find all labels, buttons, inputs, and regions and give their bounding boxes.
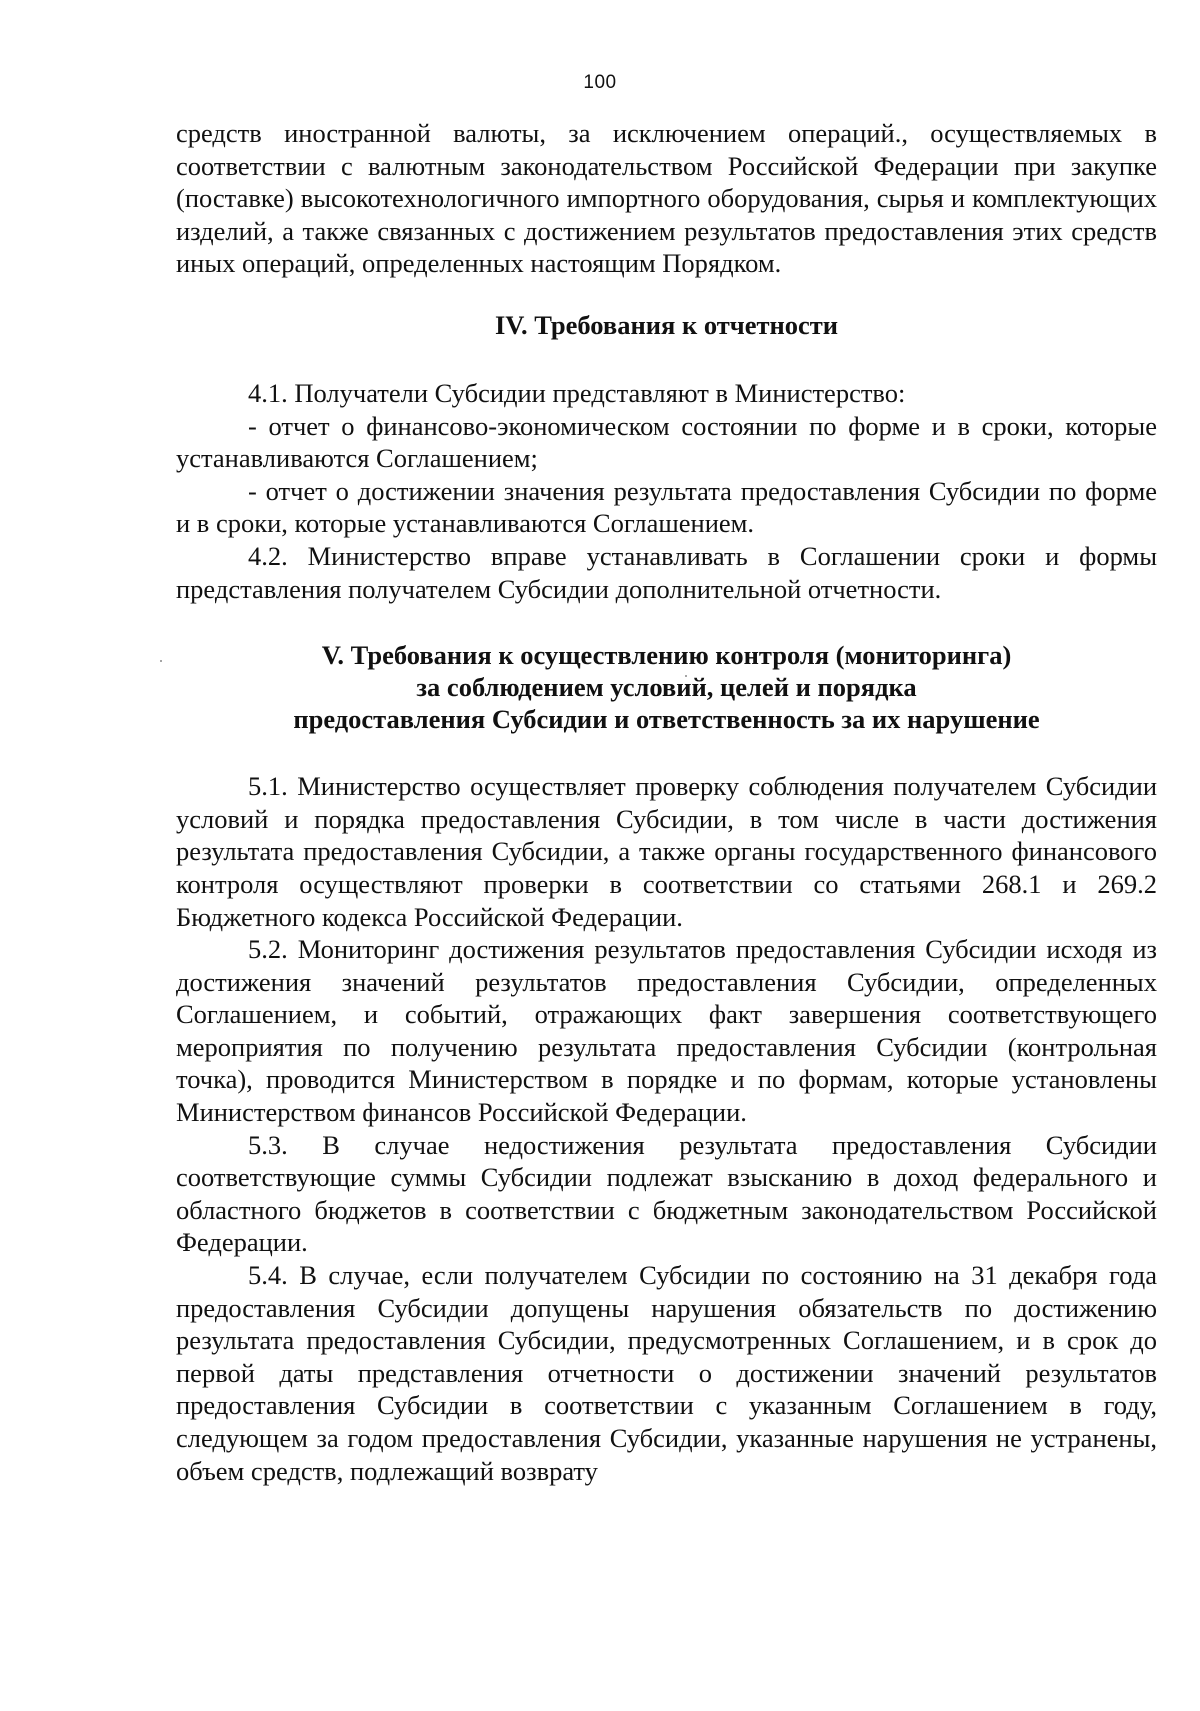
paragraph-4-1-item-1: - отчет о финансово-экономическом состоянии по форме и в сроки, которые устанавливаются Соглашением; (176, 410, 1157, 474)
page-number: 100 (583, 72, 617, 93)
spacer (176, 605, 1157, 639)
section-4 (176, 309, 1157, 605)
spacer (176, 280, 1157, 309)
document-body (176, 117, 1157, 1487)
continued-paragraph: средств иностранной валюты, за исключением операций., осуществляемых в соответствии с валютным законодательством Российской Федерации при закупке (поставке) высокотехнологичного импортного оборудования, сырья и комплектующих изделий, а также связанных с достижением результатов предоставления этих средств иных операций, определенных настоящим Порядком. (176, 118, 1157, 279)
paragraph-5-1: 5.1. Министерство осуществляет проверку соблюдения получателем Субсидии условий и порядка предоставления Субсидии, в том числе в части достижения результата предоставления Субсидии, а также органы государственного финансового контроля осуществляют проверки в соответствии со статьями 268.1 и 269.2 Бюджетного кодекса Российской Федерации. (176, 771, 1157, 932)
spacer (176, 342, 1157, 377)
paragraph-4-1-item-2: - отчет о достижении значения результата предоставления Субсидии по форме и в сроки, которые устанавливаются Соглашением. (176, 475, 1157, 539)
section-4-heading: IV. Требования к отчетности (494, 309, 839, 340)
section-5-heading-line-3: предоставления Субсидии и ответственность за их нарушение (293, 704, 1040, 735)
paragraph-4-2: 4.2. Министерство вправе устанавливать в Соглашении сроки и формы представления получателем Субсидии дополнительной отчетности. (176, 540, 1157, 604)
paragraph-4-1: 4.1. Получатели Субсидии представляют в Министерство: (248, 377, 906, 408)
spacer (176, 735, 1157, 770)
paragraph-5-4: 5.4. В случае, если получателем Субсидии по состоянию на 31 декабря года предоставления Субсидии допущены нарушения обязательств по достижению результата предоставления Субсидии, предусмотренных Соглашением, и в срок до первой даты представления отчетности о достижении значений результатов предоставления Субсидии в соответствии с указанным Соглашением в году, следующем за годом предоставления Субсидии, указанные нарушения не устранены, объем средств, подлежащий возврату (176, 1260, 1157, 1486)
paragraph-5-2: 5.2. Мониторинг достижения результатов предоставления Субсидии исходя из достижения значений результатов предоставления Субсидии, определенных Соглашением, и событий, отражающих факт завершения соответствующего мероприятия по получению результата предоставления Субсидии (контрольная точка), проводится Министерством в порядке и по формам, которые установлены Министерством финансов Российской Федерации. (176, 934, 1157, 1128)
section-5-heading-line-1: V. Требования к осуществлению контроля (мониторинга) (321, 640, 1012, 671)
section-5 (176, 639, 1157, 1487)
section-5-heading-line-2: за соблюдением условий, целей и порядка (416, 672, 917, 703)
scan-speck (160, 660, 162, 662)
paragraph-5-3: 5.3. В случае недостижения результата предоставления Субсидии соответствующие суммы Субсидии подлежат взысканию в доход федерального и областного бюджетов в соответствии с бюджетным законодательством Российской Федерации. (176, 1129, 1157, 1258)
